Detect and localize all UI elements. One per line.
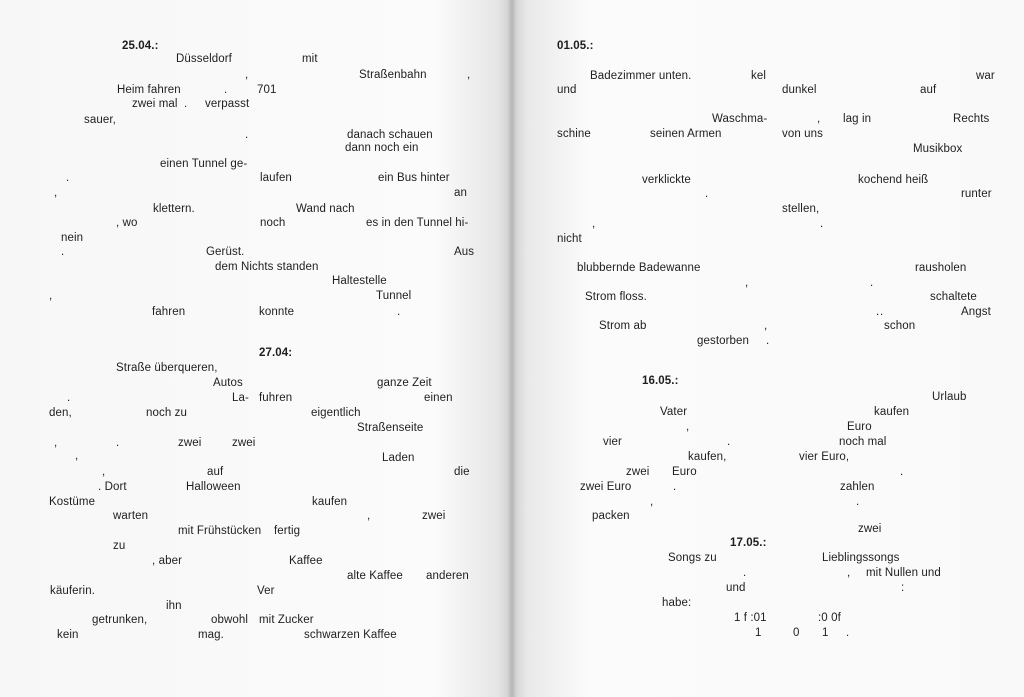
text-fragment: sauer, <box>84 114 116 126</box>
text-fragment: ihn <box>166 600 182 612</box>
text-fragment: . <box>66 172 70 184</box>
text-fragment: dem Nichts standen <box>215 261 319 273</box>
text-fragment: eigentlich <box>311 407 361 419</box>
text-fragment: auf <box>920 84 937 96</box>
text-fragment: habe: <box>662 597 692 609</box>
text-fragment: noch mal <box>839 436 887 448</box>
text-fragment: , <box>54 187 58 199</box>
text-fragment: runter <box>961 188 992 200</box>
text-fragment: den, <box>49 407 72 419</box>
text-fragment: an <box>454 187 467 199</box>
text-fragment: fertig <box>274 525 301 537</box>
text-fragment: fahren <box>152 306 186 318</box>
entry-date: 17.05.: <box>730 537 767 549</box>
text-fragment: zwei <box>178 437 202 449</box>
text-fragment: zwei mal <box>132 98 178 110</box>
text-fragment: . <box>727 436 731 448</box>
text-fragment: und <box>726 582 746 594</box>
text-fragment: Euro <box>672 466 697 478</box>
text-fragment: Vater <box>660 406 688 418</box>
text-fragment: schon <box>884 320 916 332</box>
text-fragment: . <box>766 335 770 347</box>
text-fragment: kochend heiß <box>858 174 929 186</box>
text-fragment: klettern. <box>153 203 195 215</box>
text-fragment: 1 <box>755 627 762 639</box>
text-fragment: . <box>397 306 401 318</box>
text-fragment: , <box>102 466 106 478</box>
text-fragment: anderen <box>426 570 469 582</box>
text-fragment: Autos <box>213 377 243 389</box>
text-fragment: Ver <box>257 585 275 597</box>
text-fragment: Strom floss. <box>585 291 647 303</box>
text-fragment: blubbernde Badewanne <box>577 262 701 274</box>
text-fragment: schine <box>557 128 591 140</box>
text-fragment: La- <box>232 392 249 404</box>
text-fragment: . <box>870 277 874 289</box>
text-fragment: dann noch ein <box>345 142 419 154</box>
text-fragment: auf <box>207 466 224 478</box>
text-fragment: vier Euro, <box>799 451 850 463</box>
text-fragment: Kaffee <box>289 555 323 567</box>
text-fragment: laufen <box>260 172 292 184</box>
text-fragment: vier <box>603 436 622 448</box>
text-fragment: noch <box>260 217 286 229</box>
text-fragment: einen Tunnel ge- <box>160 158 248 170</box>
text-fragment: . <box>61 246 65 258</box>
text-fragment: . <box>673 481 677 493</box>
text-fragment: Heim fahren <box>117 84 181 96</box>
text-fragment: Straßenbahn <box>359 69 427 81</box>
text-fragment: schaltete <box>930 291 977 303</box>
text-fragment: gestorben <box>697 335 750 347</box>
text-fragment: lag in <box>843 113 872 125</box>
text-fragment: . <box>856 496 860 508</box>
entry-date: 16.05.: <box>642 375 679 387</box>
text-fragment: kaufen, <box>688 451 727 463</box>
text-fragment: , <box>54 437 58 449</box>
text-fragment: dunkel <box>782 84 817 96</box>
text-fragment: zwei <box>232 437 256 449</box>
text-fragment: 701 <box>257 84 277 96</box>
text-fragment: noch zu <box>146 407 187 419</box>
text-fragment: mit Frühstücken <box>178 525 262 537</box>
text-fragment: konnte <box>259 306 295 318</box>
text-fragment: nicht <box>557 233 582 245</box>
entry-date: 27.04: <box>259 347 293 359</box>
text-fragment: Straße überqueren, <box>116 362 218 374</box>
text-fragment: Laden <box>382 452 415 464</box>
text-fragment: kaufen <box>874 406 910 418</box>
text-fragment: Waschma- <box>712 113 768 125</box>
text-fragment: war <box>976 70 995 82</box>
text-fragment: . <box>846 627 850 639</box>
text-fragment: zwei <box>422 510 446 522</box>
text-fragment: Wand nach <box>296 203 355 215</box>
text-fragment: danach schauen <box>347 129 433 141</box>
text-fragment: , <box>367 510 371 522</box>
text-fragment: schwarzen Kaffee <box>304 629 397 641</box>
text-fragment: . <box>705 188 709 200</box>
entry-date: 25.04.: <box>122 40 159 52</box>
text-fragment: . Dort <box>98 481 127 493</box>
text-fragment: , <box>245 69 249 81</box>
entry-date: 01.05.: <box>557 40 594 52</box>
text-fragment: . <box>116 437 120 449</box>
text-fragment: Kostüme <box>49 496 96 508</box>
text-fragment: Lieblingssongs <box>822 552 900 564</box>
text-fragment: nein <box>61 232 84 244</box>
text-fragment: . <box>900 466 904 478</box>
text-fragment: käuferin. <box>50 585 96 597</box>
text-fragment: Aus <box>454 246 475 258</box>
text-fragment: , <box>686 421 690 433</box>
text-fragment: . <box>184 98 188 110</box>
text-fragment: . <box>67 392 71 404</box>
text-fragment: . <box>876 306 880 318</box>
text-fragment: Düsseldorf <box>176 53 232 65</box>
text-fragment: obwohl <box>211 614 249 626</box>
text-fragment: kein <box>57 629 79 641</box>
text-fragment: , <box>650 496 654 508</box>
text-fragment: zwei <box>626 466 650 478</box>
text-fragment: von uns <box>782 128 823 140</box>
text-fragment: : <box>901 582 905 594</box>
text-fragment: , <box>847 567 851 579</box>
text-fragment: stellen, <box>782 203 820 215</box>
text-fragment: zahlen <box>840 481 875 493</box>
text-fragment: Halloween <box>186 481 241 493</box>
text-fragment: warten <box>113 510 149 522</box>
text-fragment: zu <box>113 540 126 552</box>
text-fragment: kaufen <box>312 496 348 508</box>
text-fragment: Gerüst. <box>206 246 245 258</box>
text-fragment: Haltestelle <box>332 275 387 287</box>
right-page <box>512 0 1024 697</box>
text-fragment: verpasst <box>205 98 250 110</box>
text-fragment: . <box>820 218 824 230</box>
text-fragment: , <box>49 290 53 302</box>
text-fragment: Musikbox <box>913 143 963 155</box>
text-fragment: Rechts <box>953 113 990 125</box>
text-fragment: packen <box>592 510 630 522</box>
text-fragment: die <box>454 466 470 478</box>
text-fragment: Straßenseite <box>357 422 424 434</box>
text-fragment: , <box>467 69 471 81</box>
text-fragment: Tunnel <box>376 290 412 302</box>
text-fragment: . <box>880 306 884 318</box>
text-fragment: und <box>557 84 577 96</box>
text-fragment: , <box>764 320 768 332</box>
text-fragment: 1 <box>822 627 829 639</box>
text-fragment: 1 f :01 <box>734 612 767 624</box>
text-fragment: verklickte <box>642 174 691 186</box>
text-fragment: , <box>592 218 596 230</box>
text-fragment: Euro <box>847 421 872 433</box>
text-fragment: fuhren <box>259 392 293 404</box>
text-fragment: . <box>743 567 747 579</box>
text-fragment: einen <box>424 392 453 404</box>
text-fragment: mag. <box>198 629 224 641</box>
text-fragment: es in den Tunnel hi- <box>366 217 469 229</box>
book-gutter <box>507 0 517 697</box>
text-fragment: , <box>745 277 749 289</box>
text-fragment: , aber <box>152 555 183 567</box>
text-fragment: Strom ab <box>599 320 647 332</box>
text-fragment: ganze Zeit <box>377 377 432 389</box>
text-fragment: 0 <box>793 627 800 639</box>
text-fragment: ein Bus hinter <box>378 172 450 184</box>
text-fragment: zwei Euro <box>580 481 632 493</box>
text-fragment: mit Zucker <box>259 614 314 626</box>
text-fragment: Angst <box>961 306 991 318</box>
text-fragment: :0 0f <box>818 612 841 624</box>
text-fragment: seinen Armen <box>650 128 722 140</box>
text-fragment: Urlaub <box>932 391 967 403</box>
text-fragment: alte Kaffee <box>347 570 403 582</box>
text-fragment: kel <box>751 70 767 82</box>
text-fragment: rausholen <box>915 262 967 274</box>
text-fragment: . <box>224 84 228 96</box>
text-fragment: , <box>75 450 79 462</box>
text-fragment: mit Nullen und <box>866 567 941 579</box>
text-fragment: . <box>245 129 249 141</box>
text-fragment: zwei <box>858 523 882 535</box>
text-fragment: Songs zu <box>668 552 717 564</box>
text-fragment: , <box>817 113 821 125</box>
text-fragment: Badezimmer unten. <box>590 70 692 82</box>
text-fragment: getrunken, <box>92 614 148 626</box>
text-fragment: , wo <box>116 217 138 229</box>
text-fragment: mit <box>302 53 318 65</box>
